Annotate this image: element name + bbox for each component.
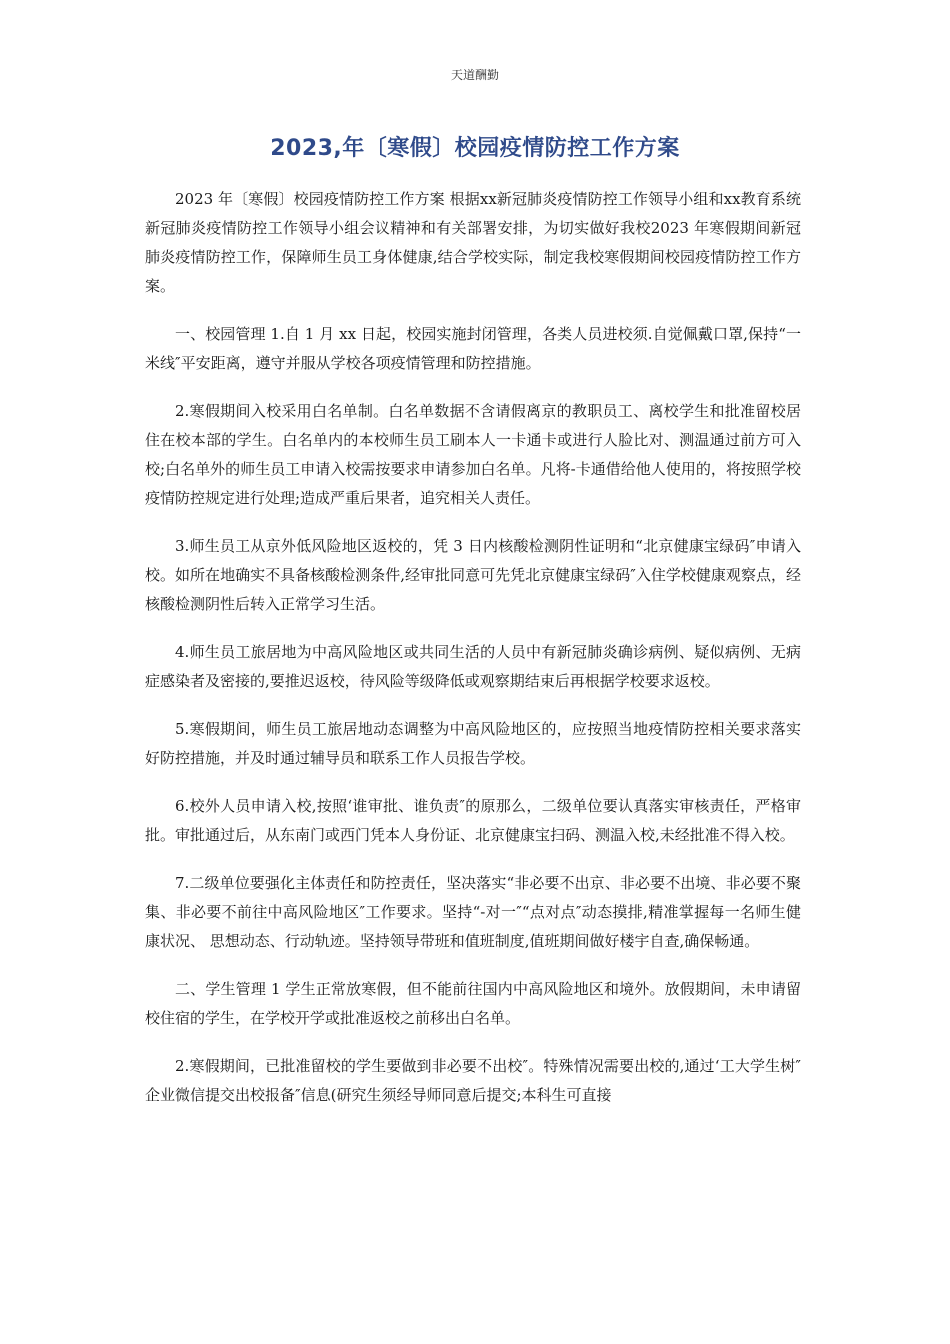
paragraph-campus-5: 5.寒假期间，师生员工旅居地动态调整为中高风险地区的，应按照当地疫情防控相关要求落实好防控措施，并及时通过辅导员和联系工作人员报告学校。 [145, 720, 801, 767]
paragraph-student-2: 2.寒假期间，已批准留校的学生要做到非必要不出校″。特殊情况需要出校的,通过‘工大学生树″企业微信提交出校报备″信息(研究生须经导师同意后提交;本科生可直接 [145, 1057, 801, 1104]
paragraph-student-1: 二、学生管理 1 学生正常放寒假，但不能前往国内中高风险地区和境外。放假期间，未申请留校住宿的学生，在学校开学或批准返校之前移出白名单。 [145, 980, 801, 1027]
document-body [145, 185, 801, 1129]
paragraph-campus-7: 7.二级单位要强化主体责任和防控责任，坚决落实“非必要不出京、非必要不出境、非必要不聚集、非必要不前往中高风险地区″工作要求。坚持“-对一″“点对点″动态摸排,精准掌握每一名师生健康状况、 思想动态、行动轨迹。坚持领导带班和值班制度,值班期间做好楼宇自查,确保畅通。 [145, 874, 801, 950]
paragraph-campus-2: 2.寒假期间入校采用白名单制。白名单数据不含请假离京的教职员工、离校学生和批准留校居住在校本部的学生。白名单内的本校师生员工刷本人一卡通卡或进行人脸比对、测温通过前方可入校;白名单外的师生员工申请入校需按要求申请参加白名单。凡将-卡通借给他人使用的，将按照学校疫情防控规定进行处理;造成严重后果者，追究相关人责任。 [145, 402, 801, 507]
page-header: 天道酬勤 [450, 68, 499, 82]
paragraph-intro: 2023 年〔寒假〕校园疫情防控工作方案 根据xx新冠肺炎疫情防控工作领导小组和xx教育系统新冠肺炎疫情防控工作领导小组会议精神和有关部署安排，为切实做好我校2023 年寒假期间新冠肺炎疫情防控工作，保障师生员工身体健康,结合学校实际，制定我校寒假期间校园疫情防控工作方案。 [145, 190, 801, 295]
paragraph-campus-4: 4.师生员工旅居地为中高风险地区或共同生活的人员中有新冠肺炎确诊病例、疑似病例、无病症感染者及密接的,要推迟返校，待风险等级降低或观察期结束后再根据学校要求返校。 [145, 643, 801, 690]
paragraph-campus-3: 3.师生员工从京外低风险地区返校的，凭 3 日内核酸检测阴性证明和“北京健康宝绿码″申请入校。如所在地确实不具备核酸检测条件,经审批同意可先凭北京健康宝绿码″入住学校健康观察点，经核酸检测阴性后转入正常学习生活。 [145, 537, 801, 613]
document-title: 2023,年〔寒假〕校园疫情防控工作方案 [270, 136, 680, 161]
paragraph-campus-1: 一、校园管理 1.自 1 月 xx 日起，校园实施封闭管理，各类人员进校须.自觉佩戴口罩,保持“一米线″平安距离，遵守并服从学校各项疫情管理和防控措施。 [145, 325, 801, 372]
paragraph-campus-6: 6.校外人员申请入校,按照‘谁审批、谁负责″的原那么，二级单位要认真落实审核责任，严格审批。审批通过后，从东南门或西门凭本人身份证、北京健康宝扫码、测温入校,未经批准不得入校。 [145, 797, 801, 844]
